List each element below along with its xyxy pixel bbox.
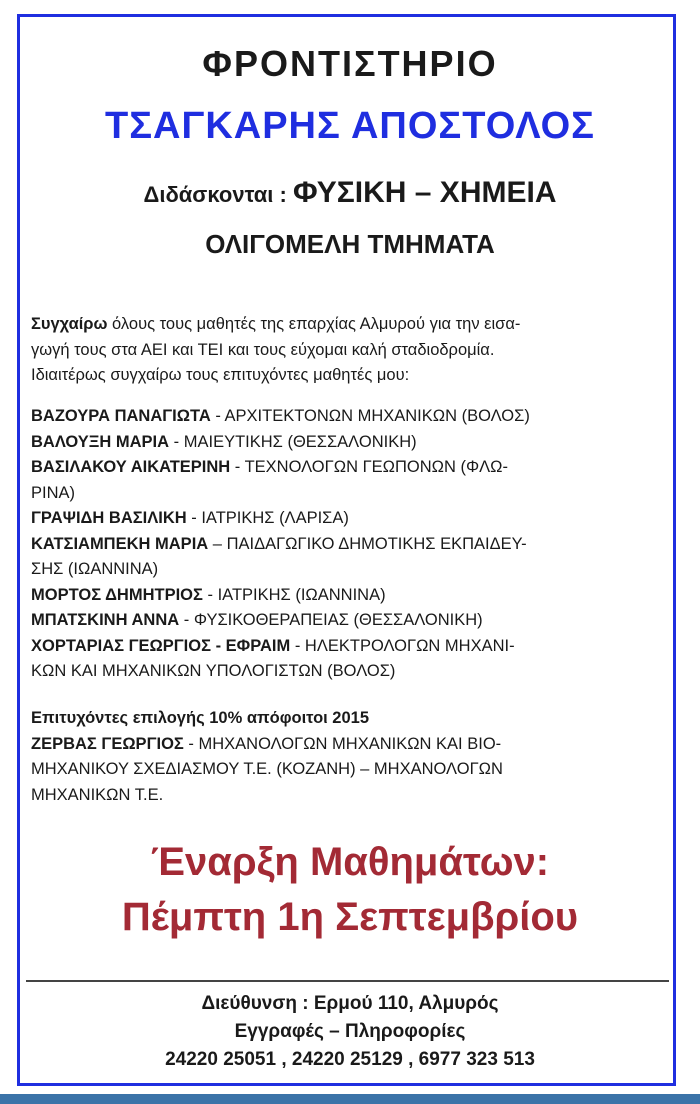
list-item [31, 532, 669, 558]
subjects: ΦΥΣΙΚΗ – ΧΗΜΕΙΑ [292, 176, 557, 209]
divider [26, 980, 669, 982]
list-item [31, 430, 669, 456]
student-department: ΜΑΙΕΥΤΙΚΗΣ (ΘΕΣΣΑΛΟΝΙΚΗ) [183, 432, 417, 451]
tutoring-center-title: ΦΡΟΝΤΙΣΤΗΡΙΟ [202, 43, 498, 84]
graduate-name: ΖΕΡΒΑΣ ΓΕΩΡΓΙΟΣ [31, 734, 184, 753]
separator: - [230, 458, 245, 476]
intro-line-1-rest: όλους τους μαθητές της επαρχίας Αλμυρού για την εισα- [107, 315, 521, 333]
list-item-continuation: ΣΗΣ (ΙΩΑΝΝΙΝΑ) [31, 560, 159, 578]
list-item-continuation: ΜΗΧΑΝΙΚΩΝ Τ.Ε. [31, 785, 164, 804]
phone-numbers: 24220 25051 , 24220 25129 , 6977 323 513 [165, 1049, 535, 1070]
owner-name: ΤΣΑΓΚΑΡΗΣ ΑΠΟΣΤΟΛΟΣ [105, 105, 595, 147]
students-list [31, 404, 669, 685]
separator: – [208, 534, 227, 553]
graduates-section [31, 706, 669, 808]
student-department: ΦΥΣΙΚΟΘΕΡΑΠΕΙΑΣ (ΘΕΣΣΑΛΟΝΙΚΗ) [193, 611, 483, 629]
list-item [31, 455, 669, 481]
list-item-continuation: ΜΗΧΑΝΙΚΟΥ ΣΧΕΔΙΑΣΜΟΥ Τ.Ε. (ΚΟΖΑΝΗ) – ΜΗΧΑΝΟΛΟΓΩΝ [31, 760, 503, 778]
student-department: ΗΛΕΚΤΡΟΛΟΓΩΝ ΜΗΧΑΝΙ- [304, 636, 515, 655]
address: Διεύθυνση : Ερμού 110, Αλμυρός [201, 993, 499, 1014]
intro-paragraph [31, 312, 669, 389]
student-name: ΚΑΤΣΙΑΜΠΕΚΗ ΜΑΡΙΑ [31, 534, 209, 553]
separator: - [183, 734, 199, 753]
student-department: ΤΕΧΝΟΛΟΓΩΝ ΓΕΩΠΟΝΩΝ (ΦΛΩ- [244, 458, 509, 476]
list-item [31, 634, 669, 660]
bottom-border-strip [0, 1094, 700, 1104]
list-item [31, 404, 669, 430]
student-department: ΙΑΤΡΙΚΗΣ (ΛΑΡΙΣΑ) [201, 509, 349, 527]
student-department: ΑΡΧΙΤΕΚΤΟΝΩΝ ΜΗΧΑΝΙΚΩΝ (ΒΟΛΟΣ) [224, 407, 530, 425]
graduate-department: ΜΗΧΑΝΟΛΟΓΩΝ ΜΗΧΑΝΙΚΩΝ ΚΑΙ ΒΙΟ- [198, 734, 502, 753]
list-item [31, 608, 669, 634]
intro-line-2: γωγή τους στα ΑΕΙ και ΤΕΙ και τους εύχομαι καλή σταδιοδρομία. [31, 340, 495, 359]
student-name: ΒΑΛΟΥΞΗ ΜΑΡΙΑ [31, 432, 170, 451]
separator: - [202, 585, 218, 604]
student-department: ΙΑΤΡΙΚΗΣ (ΙΩΑΝΝΙΝΑ) [217, 585, 386, 604]
course-start-date: Πέμπτη 1η Σεπτεμβρίου [121, 895, 579, 939]
subjects-line [0, 176, 700, 210]
taught-label: Διδάσκονται : [143, 182, 287, 207]
separator: - [179, 611, 194, 629]
list-item [31, 506, 669, 532]
separator: - [186, 509, 202, 527]
graduates-heading: Επιτυχόντες επιλογής 10% απόφοιτοι 2015 [31, 709, 370, 727]
student-name: ΒΑΣΙΛΑΚΟΥ ΑΙΚΑΤΕΡΙΝΗ [31, 458, 231, 476]
list-item-continuation: ΡΙΝΑ) [31, 483, 76, 502]
separator: - [290, 636, 305, 655]
class-size: ΟΛΙΓΟΜΕΛΗ ΤΜΗΜΑΤΑ [205, 229, 495, 259]
course-start-heading: Έναρξη Μαθημάτων: [150, 840, 550, 884]
student-name: ΧΟΡΤΑΡΙΑΣ ΓΕΩΡΓΙΟΣ - ΕΦΡΑΙΜ [31, 636, 291, 655]
list-item-continuation: ΚΩΝ ΚΑΙ ΜΗΧΑΝΙΚΩΝ ΥΠΟΛΟΓΙΣΤΩΝ (ΒΟΛΟΣ) [31, 662, 396, 680]
student-name: ΜΟΡΤΟΣ ΔΗΜΗΤΡΙΟΣ [31, 585, 203, 604]
student-department: ΠΑΙΔΑΓΩΓΙΚΟ ΔΗΜΟΤΙΚΗΣ ΕΚΠΑΙΔΕΥ- [226, 534, 527, 553]
info-label: Εγγραφές – Πληροφορίες [234, 1021, 466, 1042]
student-name: ΜΠΑΤΣΚΙΝΗ ΑΝΝΑ [31, 611, 180, 629]
student-name: ΒΑΖΟΥΡΑ ΠΑΝΑΓΙΩΤΑ [31, 407, 211, 425]
intro-line-3: Ιδιαιτέρως συγχαίρω τους επιτυχόντες μαθητές μου: [31, 366, 410, 384]
intro-line-1 [31, 312, 669, 338]
separator: - [169, 432, 184, 451]
separator: - [210, 407, 225, 425]
congrats-word: Συγχαίρω [31, 315, 108, 333]
student-name: ΓΡΑΨΙΔΗ ΒΑΣΙΛΙΚΗ [31, 509, 187, 527]
list-item [31, 732, 669, 758]
list-item [31, 583, 669, 609]
